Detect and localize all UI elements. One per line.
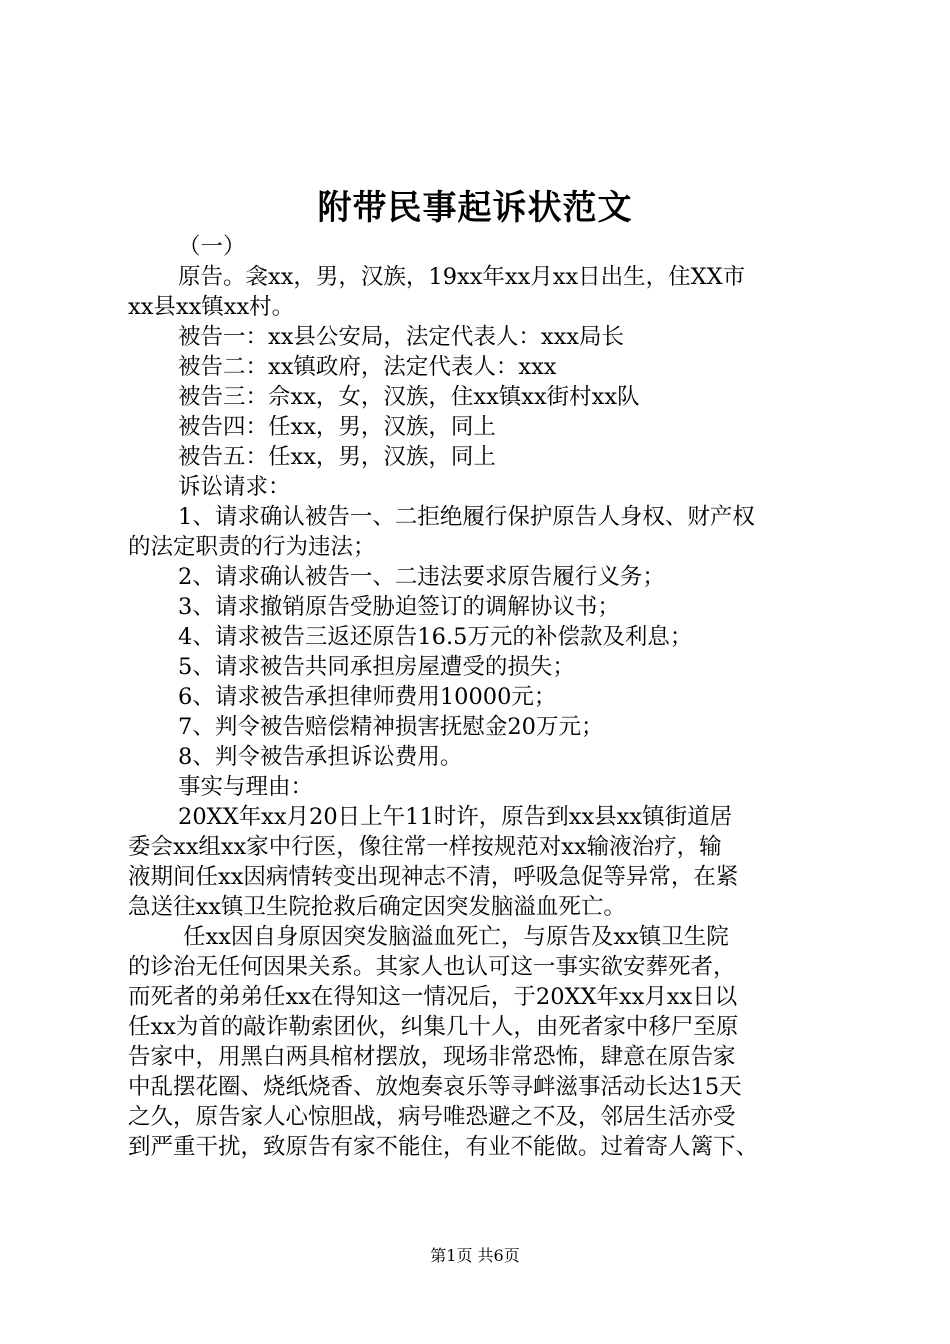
- facts-paragraph-2-line: 任xx因自身原因突发脑溢血死亡，与原告及xx镇卫生院: [183, 924, 729, 950]
- claim-5-line: 5、请求被告共同承担房屋遭受的损失；: [178, 654, 575, 680]
- facts-paragraph-1-line: 液期间任xx因病情转变出现神志不清，呼吸急促等异常，在紧: [128, 864, 739, 890]
- plaintiff-line: 原告。衾xx，男，汉族，19xx年xx月xx日出生，住XX市: [178, 264, 746, 290]
- facts-paragraph-2-line: 之久，原告家人心惊胆战，病号唯恐避之不及，邻居生活亦受: [128, 1104, 736, 1130]
- page-number-footer: 第1页 共6页: [430, 1246, 520, 1265]
- facts-paragraph-1-line: 20XX年xx月20日上午11时许，原告到xx县xx镇街道居: [178, 804, 733, 830]
- facts-paragraph-1-line: 急送往xx镇卫生院抢救后确定因突发脑溢血死亡。: [128, 894, 626, 920]
- facts-paragraph-2-line: 到严重干扰，致原告有家不能住，有业不能做。过着寄人篱下、: [128, 1134, 759, 1160]
- claim-3-line: 3、请求撤销原告受胁迫签订的调解协议书；: [178, 594, 620, 620]
- facts-paragraph-2-line: 的诊治无任何因果关系。其家人也认可这一事实欲安葬死者，: [128, 954, 736, 980]
- defendant-3-line: 被告三：佘xx，女，汉族，住xx镇xx街村xx队: [178, 384, 640, 410]
- facts-paragraph-2-line: 中乱摆花圈、烧纸烧香、放炮奏哀乐等寻衅滋事活动长达15天: [128, 1074, 742, 1100]
- facts-paragraph-2-line: 而死者的弟弟任xx在得知这一情况后，于20XX年xx月xx日以: [128, 984, 738, 1010]
- claim-6-line: 6、请求被告承担律师费用10000元；: [178, 684, 557, 710]
- claim-4-line: 4、请求被告三返还原告16.5万元的补偿款及利息；: [178, 624, 693, 650]
- claim-8-line: 8、判令被告承担诉讼费用。: [178, 744, 463, 770]
- claim-1-line-cont: 的法定职责的行为违法；: [128, 534, 376, 560]
- facts-heading: 事实与理由：: [178, 774, 314, 800]
- plaintiff-line-cont: xx县xx镇xx村。: [128, 294, 295, 320]
- facts-paragraph-2-line: 任xx为首的敲诈勒索团伙，纠集几十人，由死者家中移尸至原: [128, 1014, 739, 1040]
- facts-paragraph-1-line: 委会xx组xx家中行医，像往常一样按规范对xx输液治疗，输: [128, 834, 722, 860]
- claim-7-line: 7、判令被告赔偿精神损害抚慰金20万元；: [178, 714, 604, 740]
- facts-paragraph-2-line: 告家中，用黑白两具棺材摆放，现场非常恐怖，肆意在原告家: [128, 1044, 736, 1070]
- defendant-5-line: 被告五：任xx，男，汉族，同上: [178, 444, 496, 470]
- section-heading: （一）: [178, 234, 246, 260]
- document-title: 附带民事起诉状范文: [317, 188, 633, 228]
- defendant-2-line: 被告二：xx镇政府，法定代表人：xxx: [178, 354, 557, 380]
- claims-heading: 诉讼请求：: [178, 474, 291, 500]
- document-body: [128, 232, 848, 1162]
- defendant-1-line: 被告一：xx县公安局，法定代表人：xxx局长: [178, 324, 624, 350]
- claim-2-line: 2、请求确认被告一、二违法要求原告履行义务；: [178, 564, 665, 590]
- claim-1-line: 1、请求确认被告一、二拒绝履行保护原告人身权、财产权: [178, 504, 755, 530]
- defendant-4-line: 被告四：任xx，男，汉族，同上: [178, 414, 496, 440]
